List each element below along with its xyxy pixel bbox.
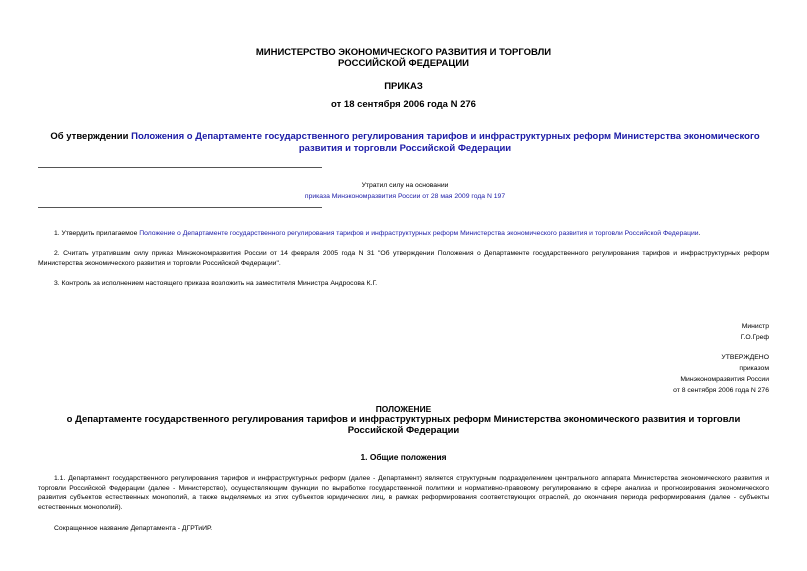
regulation-item-1-1: 1.1. Департамент государственного регулирования тарифов и инфраструктурных реформ (далее - Департамент) является структурным подразделением центрального аппарата Министерства экономического развития и торговли Российской Федерации (далее - Министерство), осуществляющим функции по выработке государственной политики и нормативно-правовому регулированию в сфере анализа и прогнозирования экономического развития субъектов естественных монополий, а также выделяемых из этих субъектов юридических лиц, в рамках реформирования соответствующих отраслей, до окончания периода реформирования (далее - субъекты естественных монополий). bbox=[38, 475, 769, 511]
divider-bottom bbox=[38, 207, 322, 208]
repealing-order-link[interactable]: приказа Минэкономразвития России от 28 мая 2009 года N 197 bbox=[304, 193, 506, 200]
approval-stamp-line2: приказом bbox=[739, 365, 769, 372]
divider-top bbox=[38, 167, 322, 168]
order-title bbox=[40, 131, 770, 155]
signer-name: Г.О.Греф bbox=[740, 334, 769, 341]
short-name-paragraph: Сокращенное название Департамента - ДГРТиИР. bbox=[54, 525, 213, 532]
document-type: ПРИКАЗ bbox=[384, 81, 423, 92]
order-item-1-suffix: . bbox=[698, 230, 701, 237]
regulation-link[interactable]: Положение о Департаменте государственного регулирования тарифов и инфраструктурных реформ Министерства экономического развития и торговли Российской Федерации bbox=[139, 230, 699, 237]
order-title-prefix: Об утверждении bbox=[50, 131, 132, 142]
approval-stamp-line4: от 8 сентября 2006 года N 276 bbox=[673, 387, 769, 394]
status-note-line: Утратил силу на основании bbox=[361, 182, 449, 189]
section-1-title: 1. Общие положения bbox=[360, 452, 447, 462]
ministry-name-line2: РОССИЙСКОЙ ФЕДЕРАЦИИ bbox=[337, 58, 469, 69]
order-item-1-prefix: 1. Утвердить прилагаемое bbox=[54, 230, 140, 237]
approval-stamp-line1: УТВЕРЖДЕНО bbox=[721, 354, 769, 361]
status-note-link-wrap bbox=[230, 191, 580, 202]
order-item-2: 2. Считать утратившим силу приказ Минэкономразвития России от 14 февраля 2005 года N 31 "Об утверждении Положения о Департаменте государственного регулирования тарифов и инфраструктурных реформ Министерства экономического развития и торговли Российской Федерации". bbox=[38, 250, 769, 267]
regulation-heading: ПОЛОЖЕНИЕ bbox=[375, 404, 432, 414]
regulation-subheading: о Департаменте государственного регулирования тарифов и инфраструктурных реформ Министерства экономического развития и торговли Российской Федерации bbox=[66, 414, 741, 436]
order-title-regulation-link[interactable]: Положения о Департаменте государственного регулирования тарифов и инфраструктурных реформ Министерства экономического развития и торговли Российской Федерации bbox=[131, 131, 760, 154]
order-item-3: 3. Контроль за исполнением настоящего приказа возложить на заместителя Министра Андросова К.Г. bbox=[54, 280, 378, 287]
ministry-name-line1: МИНИСТЕРСТВО ЭКОНОМИЧЕСКОГО РАЗВИТИЯ И ТОРГОВЛИ bbox=[255, 47, 552, 58]
document-date: от 18 сентября 2006 года N 276 bbox=[331, 99, 476, 110]
approval-stamp-line3: Минэкономразвития России bbox=[680, 376, 769, 383]
order-item-1 bbox=[38, 229, 769, 239]
signer-position: Министр bbox=[741, 323, 769, 330]
